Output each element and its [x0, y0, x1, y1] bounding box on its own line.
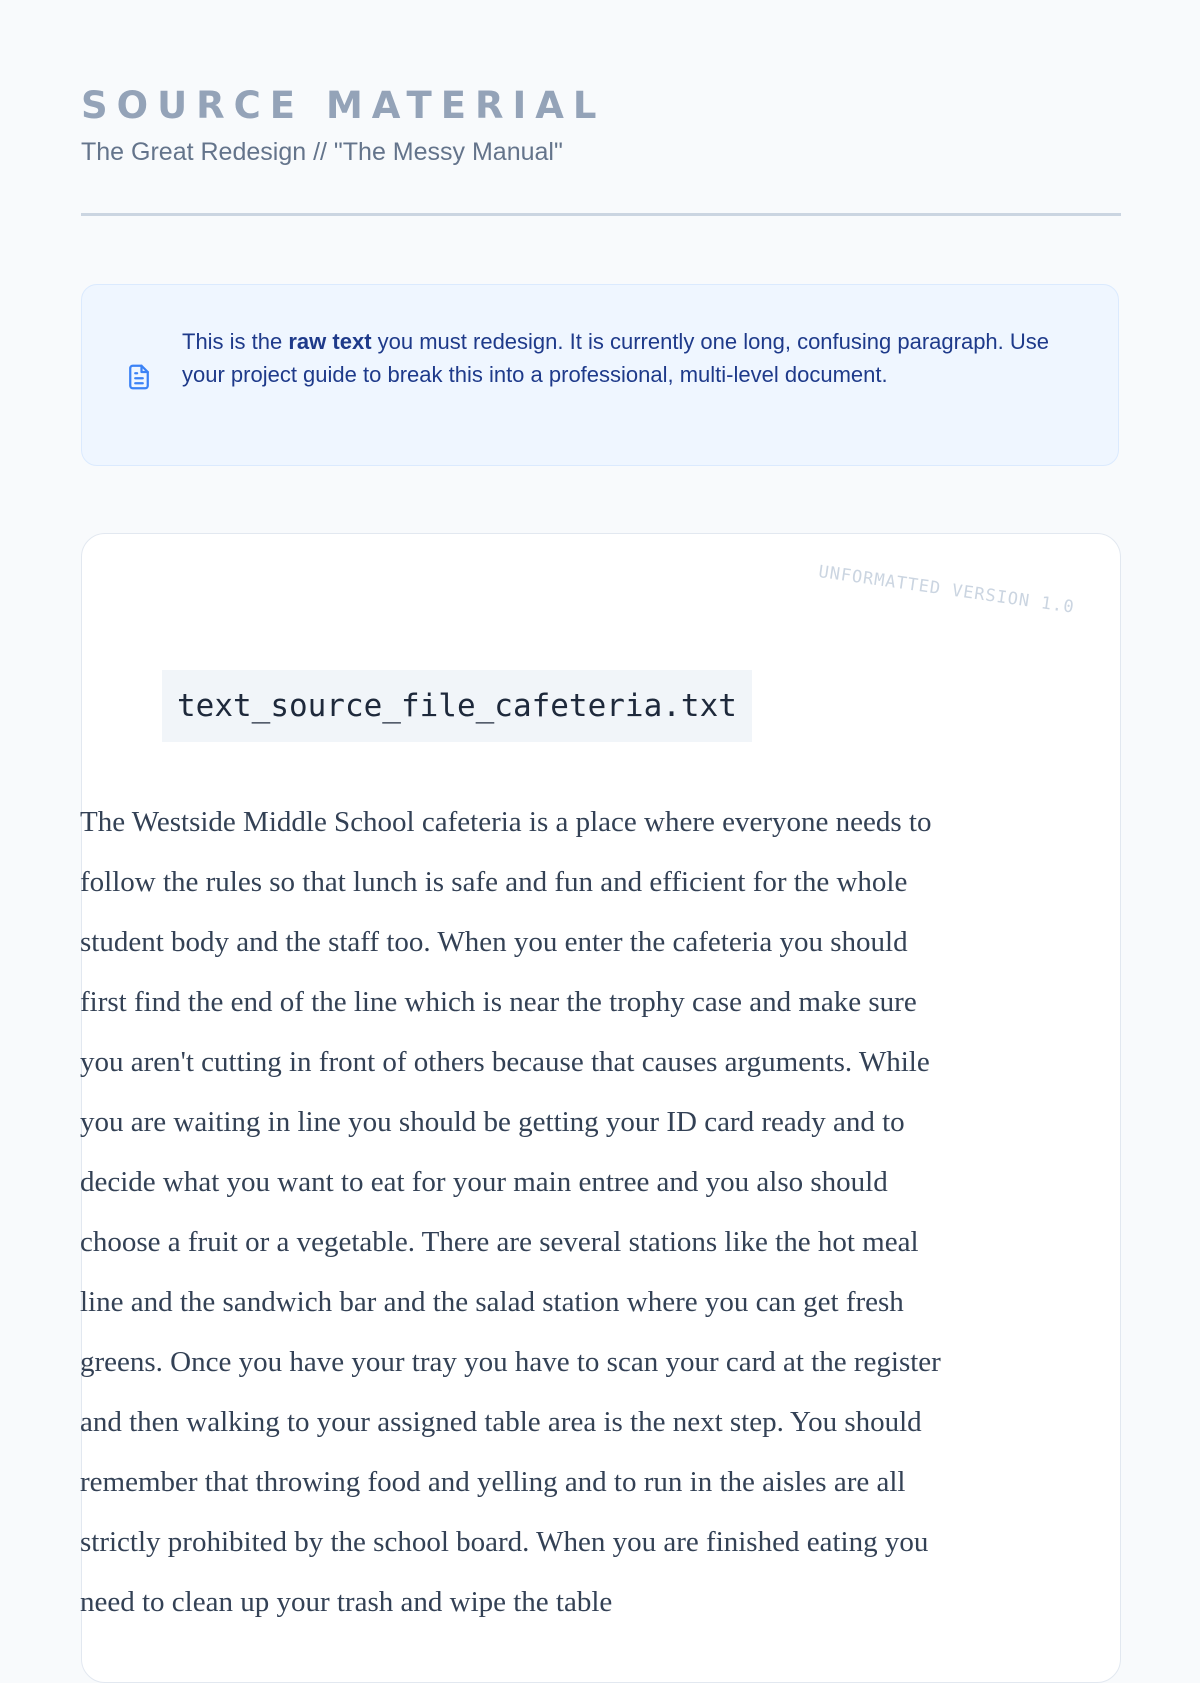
- version-stamp: UNFORMATTED VERSION 1.0: [817, 562, 1076, 618]
- info-callout: [81, 284, 1119, 466]
- header-divider: [81, 213, 1121, 216]
- callout-text: [182, 325, 1062, 391]
- page: [81, 0, 1121, 724]
- document-icon: [124, 361, 154, 393]
- page-header: [81, 0, 1121, 168]
- source-body-text: The Westside Middle School cafeteria is a place where everyone needs to follow the rules so that lunch is safe and fun and efficient for the whole student body and the staff too. When you enter the cafeteria you should first find the end of the line which is near the trophy case and make sure you aren't cutting in front of others because that causes arguments. While you are waiting in line you should be getting your ID card ready and to decide what you want to eat for your main entree and you also should choose a fruit or a vegetable. There are several stations like the hot meal line and the sandwich bar and the salad station where you can get fresh greens. Once you have your tray you have to scan your card at the register and then walking to your assigned table area is the next step. You should remember that throwing food and yelling and to run in the aisles are all strictly prohibited by the school board. When you are finished eating you need to clean up your trash and wipe the table: [80, 806, 941, 1618]
- callout-text-lead: This is the: [182, 329, 289, 354]
- callout-text-rest: you must redesign. It is currently one long, confusing paragraph. Use your project guide to break this into a professional, multi-level document.: [182, 329, 1050, 387]
- filename-label: text_source_file_cafeteria.txt: [162, 670, 752, 742]
- callout-text-emphasis: raw text: [288, 329, 372, 354]
- page-subtitle: The Great Redesign // "The Messy Manual": [81, 138, 563, 166]
- section-kicker: SOURCE MATERIAL: [81, 84, 606, 127]
